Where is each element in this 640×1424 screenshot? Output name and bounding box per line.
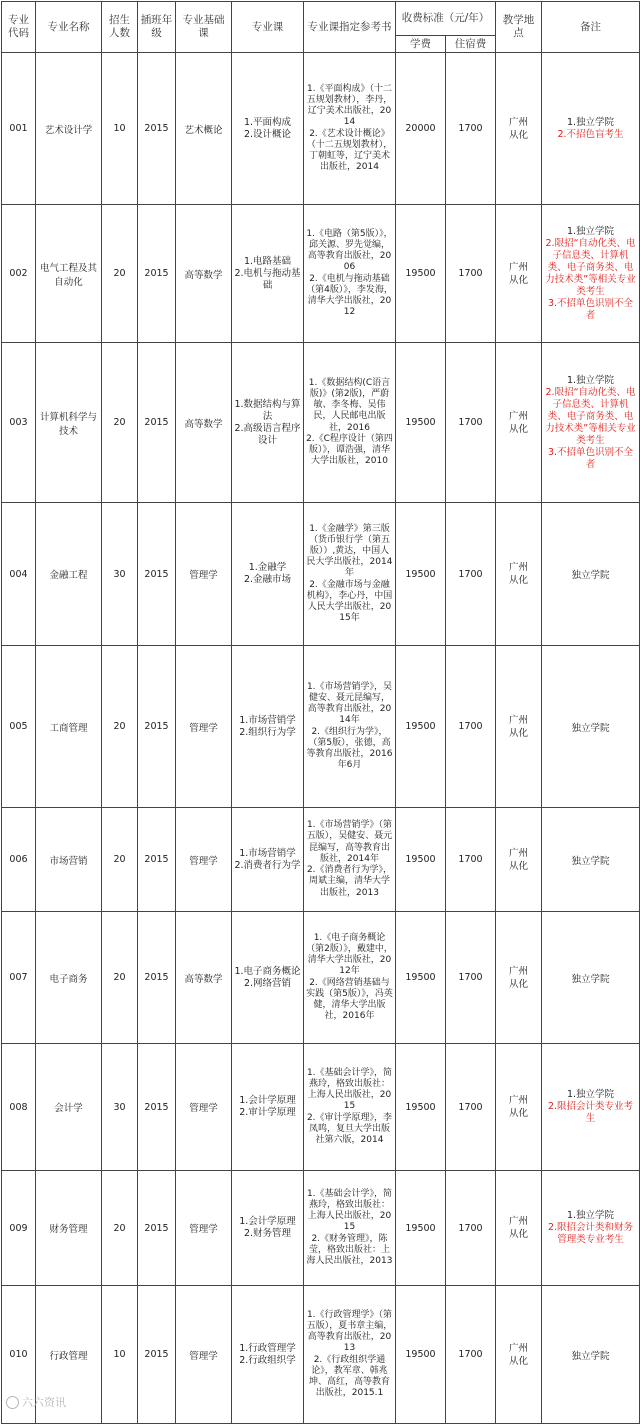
table-row bbox=[2, 343, 640, 503]
cell-reference bbox=[304, 53, 396, 205]
cell-major-course bbox=[232, 1286, 304, 1424]
cell-remarks bbox=[542, 808, 640, 912]
cell-name: 计算机科学与技术 bbox=[36, 343, 102, 503]
table-row bbox=[2, 1286, 640, 1424]
cell-basic-course: 管理学 bbox=[176, 503, 232, 646]
cell-grade: 2015 bbox=[138, 912, 176, 1044]
cell-code: 008 bbox=[2, 1044, 36, 1171]
table-row bbox=[2, 646, 640, 808]
location-text: 广州 从化 bbox=[509, 847, 529, 872]
course-item: 2.行政组织学 bbox=[239, 1354, 296, 1366]
table-row bbox=[2, 912, 640, 1044]
cell-name: 财务管理 bbox=[36, 1171, 102, 1286]
cell-basic-course: 管理学 bbox=[176, 1044, 232, 1171]
cell-grade: 2015 bbox=[138, 343, 176, 503]
cell-code: 006 bbox=[2, 808, 36, 912]
reference-text: 1.《金融学》第三版（货币银行学（第五版））,黄达，中国人民大学出版社，2014年 2.《金融市场与金融机构》，李心丹，中国人民大学出版社，2015年 bbox=[306, 523, 393, 624]
table-row bbox=[2, 503, 640, 646]
remark-line: 1.独立学院 bbox=[566, 116, 615, 128]
course-item: 2.组织行为学 bbox=[239, 726, 296, 738]
cell-tuition: 19500 bbox=[396, 808, 446, 912]
cell-quota: 10 bbox=[102, 53, 138, 205]
admission-table bbox=[1, 1, 640, 1424]
cell-dorm: 1700 bbox=[446, 205, 496, 343]
course-item: 1.市场营销学 bbox=[239, 847, 296, 859]
cell-code: 002 bbox=[2, 205, 36, 343]
table-row bbox=[2, 808, 640, 912]
course-item: 1.会计学原理 bbox=[239, 1216, 296, 1227]
cell-remarks bbox=[542, 1286, 640, 1424]
cell-name: 工商管理 bbox=[36, 646, 102, 808]
location-text: 广州 从化 bbox=[509, 1095, 529, 1119]
cell-reference bbox=[304, 912, 396, 1044]
reference-text: 1.《基础会计学》，简燕玲，格致出版社：上海人民出版社，2015 2.《财务管理》，陈莹，格致出版社：上海人民出版社，2013 bbox=[306, 1188, 393, 1266]
cell-remarks bbox=[542, 1044, 640, 1171]
cell-quota: 20 bbox=[102, 343, 138, 503]
remark-line: 2.限招会计类专业考生 bbox=[547, 1101, 634, 1124]
location-text: 广州 从化 bbox=[509, 562, 529, 586]
cell-tuition: 19500 bbox=[396, 343, 446, 503]
cell-basic-course: 管理学 bbox=[176, 1171, 232, 1286]
cell-major-course bbox=[232, 53, 304, 205]
header-grade: 插班年级 bbox=[138, 2, 176, 53]
course-item: 2.财务管理 bbox=[243, 1228, 292, 1239]
header-name: 专业名称 bbox=[36, 2, 102, 53]
cell-basic-course: 高等数学 bbox=[176, 205, 232, 343]
cell-major-course bbox=[232, 808, 304, 912]
cell-quota: 30 bbox=[102, 1044, 138, 1171]
cell-basic-course: 高等数学 bbox=[176, 343, 232, 503]
course-item: 2.金融市场 bbox=[243, 574, 292, 585]
cell-reference bbox=[304, 1286, 396, 1424]
cell-major-course bbox=[232, 912, 304, 1044]
cell-grade: 2015 bbox=[138, 205, 176, 343]
cell-major-course bbox=[232, 343, 304, 503]
course-item: 1.电路基础 bbox=[243, 255, 292, 267]
cell-reference bbox=[304, 205, 396, 343]
remark-line: 1.独立学院 bbox=[566, 225, 615, 237]
reference-text: 1.《市场营销学》（第五版），吴健安、聂元昆编写，高等教育出版社，2014年 2.《消费者行为学》，周斌主编，清华大学出版社，2013 bbox=[306, 820, 393, 898]
header-code: 专业代码 bbox=[2, 2, 36, 53]
cell-location bbox=[496, 343, 542, 503]
cell-grade: 2015 bbox=[138, 808, 176, 912]
remark-line: 1.独立学院 bbox=[566, 374, 615, 386]
cell-dorm: 1700 bbox=[446, 912, 496, 1044]
cell-grade: 2015 bbox=[138, 53, 176, 205]
cell-major-course bbox=[232, 1171, 304, 1286]
course-item: 2.审计学原理 bbox=[239, 1107, 296, 1118]
cell-tuition: 20000 bbox=[396, 53, 446, 205]
remark-line: 2.不招色盲考生 bbox=[557, 128, 624, 140]
cell-quota: 20 bbox=[102, 646, 138, 808]
cell-name: 金融工程 bbox=[36, 503, 102, 646]
cell-tuition: 19500 bbox=[396, 1286, 446, 1424]
watermark-text: 六六资讯 bbox=[22, 1396, 66, 1409]
cell-grade: 2015 bbox=[138, 1044, 176, 1171]
cell-name: 行政管理 bbox=[36, 1286, 102, 1424]
cell-location bbox=[496, 205, 542, 343]
cell-quota: 20 bbox=[102, 1171, 138, 1286]
course-item: 1.市场营销学 bbox=[239, 714, 296, 726]
location-text: 广州 从化 bbox=[509, 1216, 529, 1240]
course-item: 1.会计学原理 bbox=[239, 1095, 296, 1106]
cell-remarks bbox=[542, 343, 640, 503]
header-reference: 专业课指定参考书 bbox=[304, 2, 396, 53]
cell-basic-course: 管理学 bbox=[176, 646, 232, 808]
cell-location bbox=[496, 53, 542, 205]
cell-name: 艺术设计学 bbox=[36, 53, 102, 205]
remark-line: 独立学院 bbox=[571, 973, 610, 985]
cell-code: 003 bbox=[2, 343, 36, 503]
remark-line: 独立学院 bbox=[571, 855, 610, 867]
cell-quota: 20 bbox=[102, 808, 138, 912]
reference-text: 1.《基础会计学》，简燕玲，格致出版社：上海人民出版社，2015 2.《审计学原理》，李凤鸣，复旦大学出版社第六版，2014 bbox=[306, 1067, 393, 1145]
cell-tuition: 19500 bbox=[396, 1171, 446, 1286]
cell-reference bbox=[304, 808, 396, 912]
remark-line: 独立学院 bbox=[571, 722, 610, 734]
remark-line: 1.独立学院 bbox=[566, 1210, 615, 1221]
remark-line: 1.独立学院 bbox=[566, 1089, 615, 1100]
header-remarks: 备注 bbox=[542, 2, 640, 53]
cell-dorm: 1700 bbox=[446, 53, 496, 205]
cell-remarks bbox=[542, 205, 640, 343]
cell-name: 市场营销 bbox=[36, 808, 102, 912]
camera-icon bbox=[6, 1396, 19, 1409]
table-row bbox=[2, 205, 640, 343]
header-tuition: 学费 bbox=[396, 36, 446, 53]
cell-dorm: 1700 bbox=[446, 646, 496, 808]
course-item: 1.数据结构与算法 bbox=[234, 398, 301, 422]
cell-tuition: 19500 bbox=[396, 1044, 446, 1171]
cell-dorm: 1700 bbox=[446, 503, 496, 646]
location-text: 广州 从化 bbox=[509, 965, 529, 990]
cell-remarks bbox=[542, 503, 640, 646]
course-item: 2.网络营销 bbox=[243, 977, 292, 989]
cell-basic-course: 管理学 bbox=[176, 1286, 232, 1424]
remark-line: 2.限招“自动化类、电子信息类、计算机类、电子商务类、电力技术类”等相关专业类考生 bbox=[545, 386, 636, 446]
location-text: 广州 从化 bbox=[509, 261, 529, 286]
cell-location bbox=[496, 1044, 542, 1171]
cell-reference bbox=[304, 343, 396, 503]
cell-tuition: 19500 bbox=[396, 912, 446, 1044]
cell-major-course bbox=[232, 503, 304, 646]
cell-reference bbox=[304, 646, 396, 808]
reference-text: 1.《平面构成》（十二五规划教材），李丹，辽宁美术出版社，2014 2.《艺术设计概论》（十二五规划教材），丁朝虹等，辽宁美术出版社，2014 bbox=[306, 83, 393, 173]
header-fee: 收费标准（元/年） bbox=[396, 2, 496, 36]
header-quota: 招生人数 bbox=[102, 2, 138, 53]
cell-tuition: 19500 bbox=[396, 205, 446, 343]
remark-line: 3.不招单色识别不全者 bbox=[547, 297, 634, 321]
cell-dorm: 1700 bbox=[446, 343, 496, 503]
cell-name: 电子商务 bbox=[36, 912, 102, 1044]
cell-quota: 20 bbox=[102, 912, 138, 1044]
course-item: 2.设计概论 bbox=[243, 128, 292, 140]
cell-grade: 2015 bbox=[138, 1286, 176, 1424]
cell-quota: 10 bbox=[102, 1286, 138, 1424]
course-item: 1.平面构成 bbox=[243, 116, 292, 128]
cell-grade: 2015 bbox=[138, 646, 176, 808]
reference-text: 1.《市场营销学》，吴健安、聂元昆编写，高等教育出版社，2014年 2.《组织行为学》，（第5版），张德，高等教育出版社，2016年6月 bbox=[306, 681, 393, 771]
cell-basic-course: 管理学 bbox=[176, 808, 232, 912]
location-text: 广州 从化 bbox=[509, 714, 529, 739]
cell-name: 电气工程及其自动化 bbox=[36, 205, 102, 343]
cell-dorm: 1700 bbox=[446, 1044, 496, 1171]
cell-reference bbox=[304, 1044, 396, 1171]
course-item: 1.金融学 bbox=[248, 562, 287, 573]
cell-quota: 20 bbox=[102, 205, 138, 343]
cell-location bbox=[496, 1286, 542, 1424]
cell-remarks bbox=[542, 646, 640, 808]
course-item: 2.消费者行为学 bbox=[234, 859, 301, 871]
cell-dorm: 1700 bbox=[446, 1171, 496, 1286]
cell-grade: 2015 bbox=[138, 503, 176, 646]
watermark bbox=[6, 1394, 66, 1410]
header-major-course: 专业课 bbox=[232, 2, 304, 53]
cell-code: 009 bbox=[2, 1171, 36, 1286]
cell-remarks bbox=[542, 1171, 640, 1286]
cell-dorm: 1700 bbox=[446, 808, 496, 912]
cell-major-course bbox=[232, 205, 304, 343]
cell-code: 001 bbox=[2, 53, 36, 205]
cell-grade: 2015 bbox=[138, 1171, 176, 1286]
cell-location bbox=[496, 503, 542, 646]
reference-text: 1.《电子商务概论（第2版）》，戴建中，清华大学出版社，2012年 2.《网络营销基础与实践（第5版）》，冯英健，清华大学出版社，2016年 bbox=[306, 932, 393, 1022]
cell-dorm: 1700 bbox=[446, 1286, 496, 1424]
course-item: 1.行政管理学 bbox=[239, 1342, 296, 1354]
cell-remarks bbox=[542, 53, 640, 205]
cell-location bbox=[496, 1171, 542, 1286]
cell-location bbox=[496, 912, 542, 1044]
course-item: 1.电子商务概论 bbox=[234, 965, 301, 977]
reference-text: 1.《行政管理学》（第五版），夏书章主编，高等教育出版社，2013 2.《行政组织学通论》，教军章、韩兆坤、高红，高等教育出版社，2015.1 bbox=[306, 1309, 393, 1399]
cell-basic-course: 高等数学 bbox=[176, 912, 232, 1044]
table-row bbox=[2, 1044, 640, 1171]
cell-major-course bbox=[232, 1044, 304, 1171]
remark-line: 2.限招“自动化类、电子信息类、计算机类、电子商务类、电力技术类”等相关专业类考生 bbox=[545, 237, 636, 297]
cell-reference bbox=[304, 1171, 396, 1286]
table-row bbox=[2, 1171, 640, 1286]
cell-tuition: 19500 bbox=[396, 646, 446, 808]
cell-code: 007 bbox=[2, 912, 36, 1044]
header-location: 教学地点 bbox=[496, 2, 542, 53]
location-text: 广州 从化 bbox=[509, 410, 529, 435]
remark-line: 3.不招单色识别不全者 bbox=[547, 446, 634, 470]
cell-remarks bbox=[542, 912, 640, 1044]
cell-tuition: 19500 bbox=[396, 503, 446, 646]
cell-basic-course: 艺术概论 bbox=[176, 53, 232, 205]
remark-line: 独立学院 bbox=[571, 1350, 610, 1362]
table-row bbox=[2, 53, 640, 205]
cell-code: 005 bbox=[2, 646, 36, 808]
cell-name: 会计学 bbox=[36, 1044, 102, 1171]
cell-code: 004 bbox=[2, 503, 36, 646]
reference-text: 1.《电路（第5版）》，邱关源、罗先觉编，高等教育出版社，2006 2.《电机与拖动基础（第4版）》，李发海，清华大学出版社，2012 bbox=[306, 228, 393, 318]
header-basic-course: 专业基础课 bbox=[176, 2, 232, 53]
cell-location bbox=[496, 808, 542, 912]
cell-major-course bbox=[232, 646, 304, 808]
header-dorm: 住宿费 bbox=[446, 36, 496, 53]
location-text: 广州 从化 bbox=[509, 1342, 529, 1367]
remark-line: 独立学院 bbox=[571, 570, 610, 581]
cell-quota: 30 bbox=[102, 503, 138, 646]
cell-code: 010 bbox=[2, 1286, 36, 1424]
location-text: 广州 从化 bbox=[509, 116, 529, 141]
table-body bbox=[2, 53, 640, 1424]
cell-reference bbox=[304, 503, 396, 646]
course-item: 2.高级语言程序设计 bbox=[234, 422, 301, 446]
reference-text: 1.《数据结构(C语言版)》(第2版)，严蔚敏、李冬梅、吴伟民，人民邮电出版社，2016 2.《C程序设计（第四版）》，谭浩强，清华大学出版社，2010 bbox=[306, 377, 393, 467]
remark-line: 2.限招会计类和财务管理类专业考生 bbox=[547, 1222, 634, 1245]
course-item: 2.电机与拖动基础 bbox=[234, 267, 301, 291]
cell-location bbox=[496, 646, 542, 808]
